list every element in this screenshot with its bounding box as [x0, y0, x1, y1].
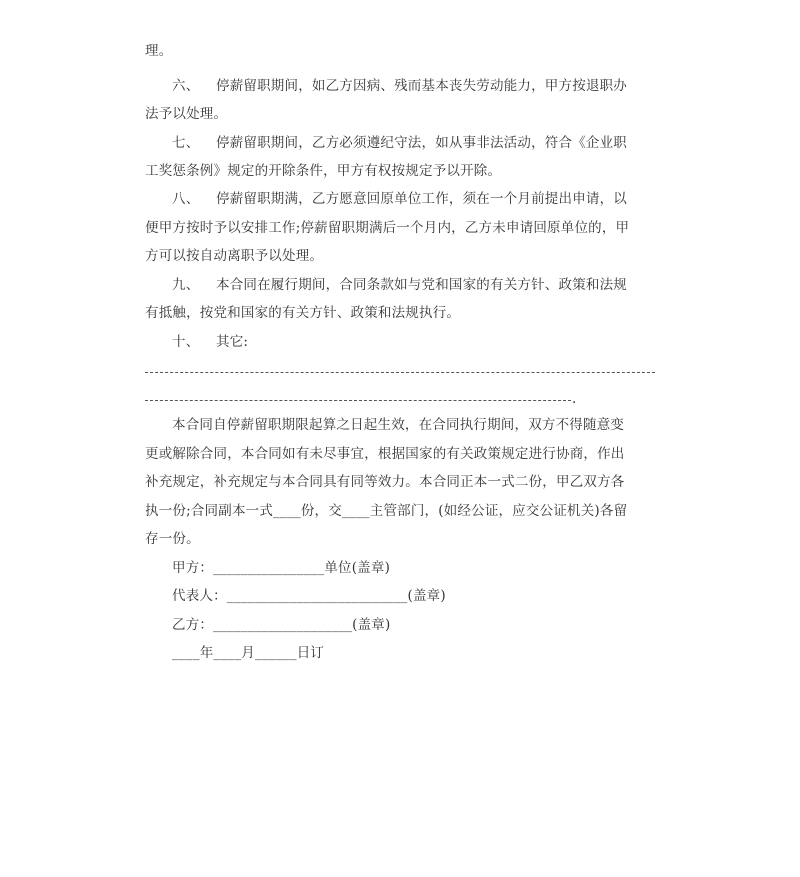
- clause-8-line-1: [172, 189, 655, 209]
- clause-7-line-2: 工奖惩条例》规定的开除条件，甲方有权按规定予以开除。: [145, 163, 502, 179]
- clause-7-text-1: 停薪留职期间，乙方必须遵纪守法，如从事非法活动，符合《企业职: [216, 135, 627, 151]
- clause-6-line-1: [172, 76, 655, 96]
- clause-9-number: 九、: [172, 277, 200, 293]
- effect-line-4: 执一份;合同副本一式____份，交____主管部门，(如经公证，应交公证机关)各留: [145, 503, 628, 519]
- clause-9-text-1: 本合同在履行期间，合同条款如与党和国家的有关方针、政策和法规: [216, 277, 627, 293]
- effect-line-5: 存一份。: [145, 531, 200, 547]
- clause-7-number: 七、: [172, 135, 200, 151]
- clause-10-number: 十、: [172, 334, 200, 350]
- clause-8-line-2: 便甲方按时予以安排工作;停薪留职期满后一个月内，乙方未申请回原单位的，甲: [145, 220, 630, 236]
- clause-9-line-1: [172, 275, 655, 295]
- clause-9-line-2: 有抵触，按党和国家的有关方针、政策和法规执行。: [145, 305, 461, 321]
- effect-line-2: 更或解除合同，本合同如有未尽事宜，根据国家的有关政策规定进行协商，作出: [145, 446, 625, 462]
- party-a-signature: 甲方：________________单位(盖章): [172, 560, 391, 576]
- blank-fill-end: .: [572, 391, 577, 407]
- clause-7-line-1: [172, 133, 655, 153]
- clause-6-line-2: 法予以处理。: [145, 106, 228, 122]
- blank-fill-line-1: [145, 372, 655, 373]
- intro-tail: 理。: [145, 43, 173, 59]
- signing-date: ____年____月______日订: [172, 645, 325, 661]
- party-b-signature: 乙方：____________________(盖章): [172, 617, 391, 633]
- clause-8-text-1: 停薪留职期满，乙方愿意回原单位工作，须在一个月前提出申请，以: [216, 191, 627, 207]
- effect-line-1: 本合同自停薪留职期限起算之日起生效，在合同执行期间，双方不得随意变: [172, 417, 625, 433]
- blank-fill-line-2: [145, 400, 571, 401]
- clause-6-number: 六、: [172, 78, 200, 94]
- clause-6-text-1: 停薪留职期间，如乙方因病、残而基本丧失劳动能力，甲方按退职办: [216, 78, 627, 94]
- effect-line-3: 补充规定，补充规定与本合同具有同等效力。本合同正本一式二份，甲乙双方各: [145, 474, 625, 490]
- clause-10-text-1: 其它:: [216, 334, 249, 350]
- clause-8-line-3: 方可以按自动离职予以处理。: [145, 248, 324, 264]
- clause-10-line-1: [172, 332, 655, 352]
- representative-signature: 代表人：__________________________(盖章): [172, 588, 446, 604]
- clause-8-number: 八、: [172, 191, 200, 207]
